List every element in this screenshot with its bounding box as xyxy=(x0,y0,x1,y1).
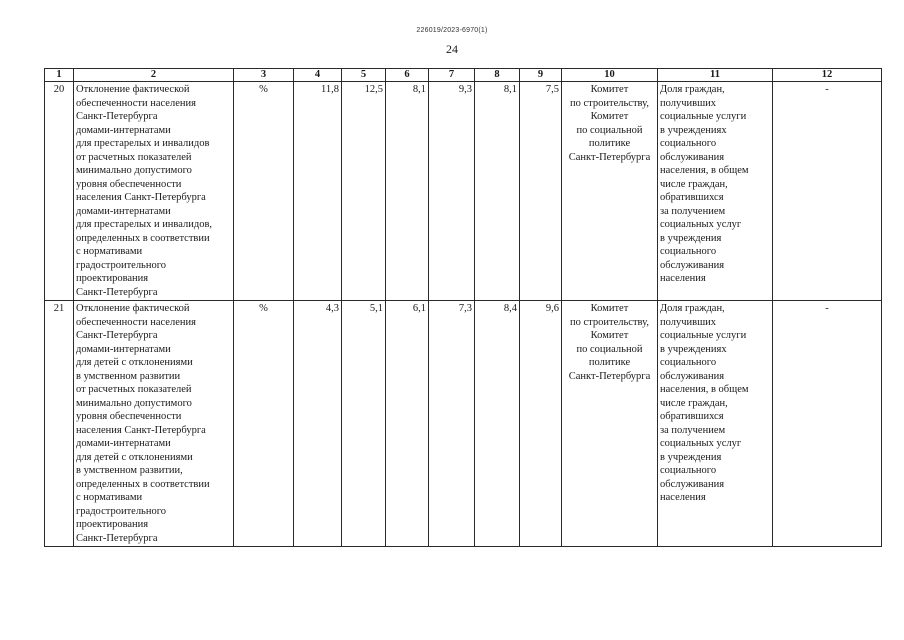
note-cell: - xyxy=(773,82,882,301)
table-row xyxy=(45,301,882,547)
responsible-cell: Комитет по строительству, Комитет по социальной политике Санкт-Петербурга xyxy=(562,82,658,301)
value-cell: 9,6 xyxy=(520,301,562,547)
value-cell: 12,5 xyxy=(342,82,386,301)
value-cell: 8,1 xyxy=(475,82,520,301)
table-header-row xyxy=(45,69,882,82)
row-number: 20 xyxy=(45,82,74,301)
value-cell: 9,3 xyxy=(429,82,475,301)
column-header: 12 xyxy=(773,69,882,82)
column-header: 8 xyxy=(475,69,520,82)
value-cell: 11,8 xyxy=(294,82,342,301)
data-table xyxy=(44,68,882,547)
row-number: 21 xyxy=(45,301,74,547)
indicator-name: Отклонение фактической обеспеченности населения Санкт-Петербурга домами-интернатами для престарелых и инвалидов от расчетных показателей минимально допустимого уровня обеспеченности населения Санкт-Петербурга домами-интернатами для престарелых и инвалидов, определенных в соответствии с нормативами градостроительного проектирования Санкт-Петербурга xyxy=(74,82,234,301)
table-row xyxy=(45,82,882,301)
page-number: 24 xyxy=(446,42,458,56)
document-id: 226019/2023-6970(1) xyxy=(416,27,488,34)
value-cell: 7,3 xyxy=(429,301,475,547)
column-header: 3 xyxy=(234,69,294,82)
column-header: 1 xyxy=(45,69,74,82)
indicator-description: Доля граждан, получивших социальные услуги в учреждениях социального обслуживания населения, в общем числе граждан, обратившихся за получением социальных услуг в учреждения социального обслуживания населения xyxy=(658,301,773,547)
note-cell: - xyxy=(773,301,882,547)
indicator-description: Доля граждан, получивших социальные услуги в учреждениях социального обслуживания населения, в общем числе граждан, обратившихся за получением социальных услуг в учреждения социального обслуживания населения xyxy=(658,82,773,301)
column-header: 7 xyxy=(429,69,475,82)
value-cell: 7,5 xyxy=(520,82,562,301)
value-cell: 8,4 xyxy=(475,301,520,547)
value-cell: 5,1 xyxy=(342,301,386,547)
column-header: 5 xyxy=(342,69,386,82)
unit-cell: % xyxy=(234,301,294,547)
column-header: 9 xyxy=(520,69,562,82)
column-header: 4 xyxy=(294,69,342,82)
column-header: 11 xyxy=(658,69,773,82)
value-cell: 4,3 xyxy=(294,301,342,547)
unit-cell: % xyxy=(234,82,294,301)
value-cell: 8,1 xyxy=(386,82,429,301)
column-header: 6 xyxy=(386,69,429,82)
column-header: 10 xyxy=(562,69,658,82)
indicator-name: Отклонение фактической обеспеченности населения Санкт-Петербурга домами-интернатами для детей с отклонениями в умственном развитии от расчетных показателей минимально допустимого уровня обеспеченности населения Санкт-Петербурга домами-интернатами для детей с отклонениями в умственном развитии, определенных в соответствии с нормативами градостроительного проектирования Санкт-Петербурга xyxy=(74,301,234,547)
responsible-cell: Комитет по строительству, Комитет по социальной политике Санкт-Петербурга xyxy=(562,301,658,547)
value-cell: 6,1 xyxy=(386,301,429,547)
column-header: 2 xyxy=(74,69,234,82)
